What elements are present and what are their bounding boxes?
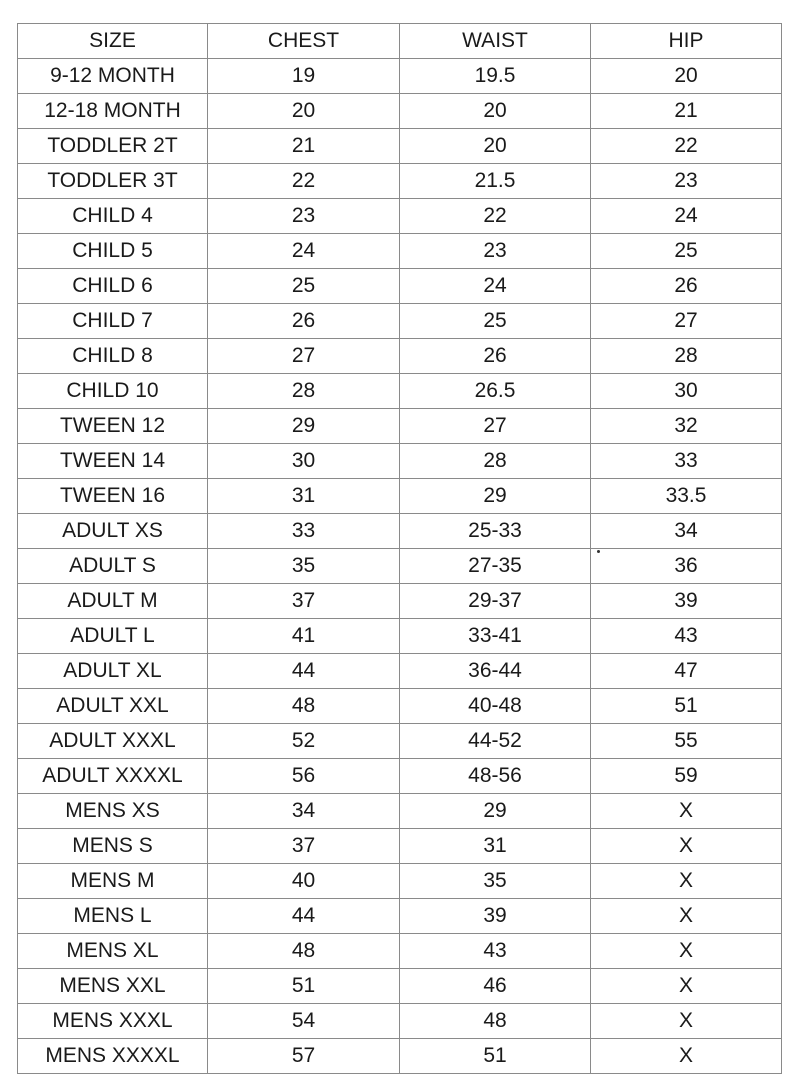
cell-chest: 30 [208,444,400,479]
cell-size: ADULT XL [18,654,208,689]
table-row [18,479,782,514]
cell-chest: 40 [208,864,400,899]
cell-chest: 20 [208,94,400,129]
cell-chest: 26 [208,304,400,339]
table-row [18,59,782,94]
table-row [18,689,782,724]
cell-chest: 34 [208,794,400,829]
table-row [18,269,782,304]
cell-size: TWEEN 16 [18,479,208,514]
cell-hip: X [591,864,782,899]
cell-hip: 36 [591,549,782,584]
cell-chest: 29 [208,409,400,444]
cell-hip: X [591,829,782,864]
table-row [18,829,782,864]
cell-hip: 32 [591,409,782,444]
cell-hip: 59 [591,759,782,794]
cell-chest: 37 [208,829,400,864]
size-chart [17,23,782,1074]
cell-hip: 23 [591,164,782,199]
cell-chest: 35 [208,549,400,584]
cell-size: ADULT XXXL [18,724,208,759]
cell-waist: 39 [400,899,591,934]
cell-waist: 25 [400,304,591,339]
cell-waist: 26 [400,339,591,374]
cell-chest: 23 [208,199,400,234]
cell-hip: X [591,1039,782,1074]
cell-waist: 21.5 [400,164,591,199]
table-row [18,759,782,794]
cell-size: CHILD 8 [18,339,208,374]
cell-chest: 22 [208,164,400,199]
cell-hip: 27 [591,304,782,339]
cell-waist: 36-44 [400,654,591,689]
cell-chest: 41 [208,619,400,654]
cell-waist: 46 [400,969,591,1004]
cell-size: ADULT XXL [18,689,208,724]
cell-size: ADULT XS [18,514,208,549]
table-row [18,94,782,129]
table-row [18,234,782,269]
table-row [18,1039,782,1074]
cell-chest: 24 [208,234,400,269]
cell-size: TODDLER 2T [18,129,208,164]
cell-size: MENS XXXL [18,1004,208,1039]
cell-waist: 44-52 [400,724,591,759]
table-row [18,1004,782,1039]
cell-chest: 48 [208,689,400,724]
cell-size: CHILD 6 [18,269,208,304]
cell-size: 12-18 MONTH [18,94,208,129]
cell-chest: 25 [208,269,400,304]
table-row [18,444,782,479]
table-row [18,934,782,969]
cell-size: CHILD 5 [18,234,208,269]
table-row [18,794,782,829]
table-row [18,864,782,899]
cell-size: CHILD 7 [18,304,208,339]
table-body [18,59,782,1074]
cell-size: MENS L [18,899,208,934]
cell-hip: 28 [591,339,782,374]
cell-hip: X [591,969,782,1004]
cell-chest: 54 [208,1004,400,1039]
table-row [18,584,782,619]
cell-size: CHILD 4 [18,199,208,234]
stray-mark [597,550,600,553]
cell-waist: 29-37 [400,584,591,619]
header-hip: HIP [591,24,782,59]
cell-hip: 30 [591,374,782,409]
cell-chest: 37 [208,584,400,619]
cell-chest: 48 [208,934,400,969]
cell-chest: 44 [208,899,400,934]
cell-size: ADULT S [18,549,208,584]
cell-waist: 20 [400,94,591,129]
table-row [18,619,782,654]
cell-chest: 56 [208,759,400,794]
cell-size: MENS M [18,864,208,899]
cell-size: MENS S [18,829,208,864]
cell-size: MENS XXL [18,969,208,1004]
cell-waist: 20 [400,129,591,164]
table-row [18,724,782,759]
cell-waist: 48-56 [400,759,591,794]
cell-waist: 28 [400,444,591,479]
cell-waist: 26.5 [400,374,591,409]
table-row [18,514,782,549]
cell-size: CHILD 10 [18,374,208,409]
cell-hip: 51 [591,689,782,724]
cell-chest: 28 [208,374,400,409]
header-chest: CHEST [208,24,400,59]
cell-hip: 33 [591,444,782,479]
table-row [18,549,782,584]
cell-chest: 33 [208,514,400,549]
cell-chest: 19 [208,59,400,94]
cell-chest: 31 [208,479,400,514]
table-row [18,409,782,444]
size-chart-table [17,23,782,1074]
cell-hip: 39 [591,584,782,619]
cell-hip: X [591,1004,782,1039]
table-row [18,374,782,409]
cell-waist: 27 [400,409,591,444]
cell-waist: 51 [400,1039,591,1074]
cell-size: MENS XS [18,794,208,829]
cell-waist: 25-33 [400,514,591,549]
table-row [18,969,782,1004]
cell-hip: 26 [591,269,782,304]
cell-chest: 52 [208,724,400,759]
cell-chest: 21 [208,129,400,164]
cell-chest: 57 [208,1039,400,1074]
cell-size: ADULT M [18,584,208,619]
cell-size: ADULT XXXXL [18,759,208,794]
cell-waist: 48 [400,1004,591,1039]
cell-hip: X [591,899,782,934]
cell-hip: 22 [591,129,782,164]
cell-hip: 47 [591,654,782,689]
cell-chest: 27 [208,339,400,374]
table-row [18,654,782,689]
cell-waist: 31 [400,829,591,864]
table-header [18,24,782,59]
cell-waist: 19.5 [400,59,591,94]
cell-hip: 25 [591,234,782,269]
cell-chest: 51 [208,969,400,1004]
cell-waist: 40-48 [400,689,591,724]
cell-waist: 29 [400,794,591,829]
cell-hip: 55 [591,724,782,759]
cell-hip: X [591,794,782,829]
cell-waist: 22 [400,199,591,234]
cell-hip: 43 [591,619,782,654]
table-row [18,304,782,339]
cell-waist: 33-41 [400,619,591,654]
cell-size: TWEEN 12 [18,409,208,444]
table-row [18,129,782,164]
cell-hip: 33.5 [591,479,782,514]
table-row [18,199,782,234]
cell-size: TWEEN 14 [18,444,208,479]
header-waist: WAIST [400,24,591,59]
table-row [18,339,782,374]
cell-hip: X [591,934,782,969]
table-row [18,899,782,934]
cell-hip: 21 [591,94,782,129]
cell-hip: 24 [591,199,782,234]
cell-waist: 24 [400,269,591,304]
cell-size: MENS XL [18,934,208,969]
cell-waist: 29 [400,479,591,514]
header-size: SIZE [18,24,208,59]
table-row [18,164,782,199]
cell-waist: 35 [400,864,591,899]
cell-chest: 44 [208,654,400,689]
cell-waist: 27-35 [400,549,591,584]
cell-waist: 43 [400,934,591,969]
cell-hip: 34 [591,514,782,549]
cell-waist: 23 [400,234,591,269]
cell-size: 9-12 MONTH [18,59,208,94]
cell-size: MENS XXXXL [18,1039,208,1074]
header-row [18,24,782,59]
cell-size: ADULT L [18,619,208,654]
cell-size: TODDLER 3T [18,164,208,199]
cell-hip: 20 [591,59,782,94]
